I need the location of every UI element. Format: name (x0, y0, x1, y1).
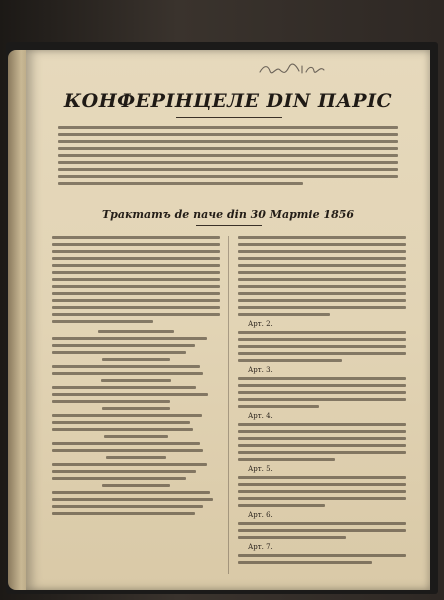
heading-rule (196, 225, 262, 226)
article-label: Арт. 7. (248, 543, 273, 551)
title-rule (176, 117, 282, 118)
article-label: Арт. 4. (248, 412, 273, 420)
page-title: КОНФЕРІНЦЕЛЕ DIN ПАРІС (63, 90, 393, 112)
handwritten-note (258, 62, 328, 76)
article-label: Арт. 5. (248, 465, 273, 473)
article-label: Арт. 6. (248, 511, 273, 519)
intro-paragraph-placeholder (58, 126, 398, 189)
document-page (26, 50, 430, 590)
left-column-placeholder (52, 236, 220, 576)
treaty-date-heading: Трактатъ de пачe din 30 Мартіе 1856 (101, 208, 355, 221)
article-label: Арт. 3. (248, 366, 273, 374)
article-label: Арт. 2. (248, 320, 273, 328)
column-divider (228, 236, 229, 574)
right-column (238, 236, 406, 576)
